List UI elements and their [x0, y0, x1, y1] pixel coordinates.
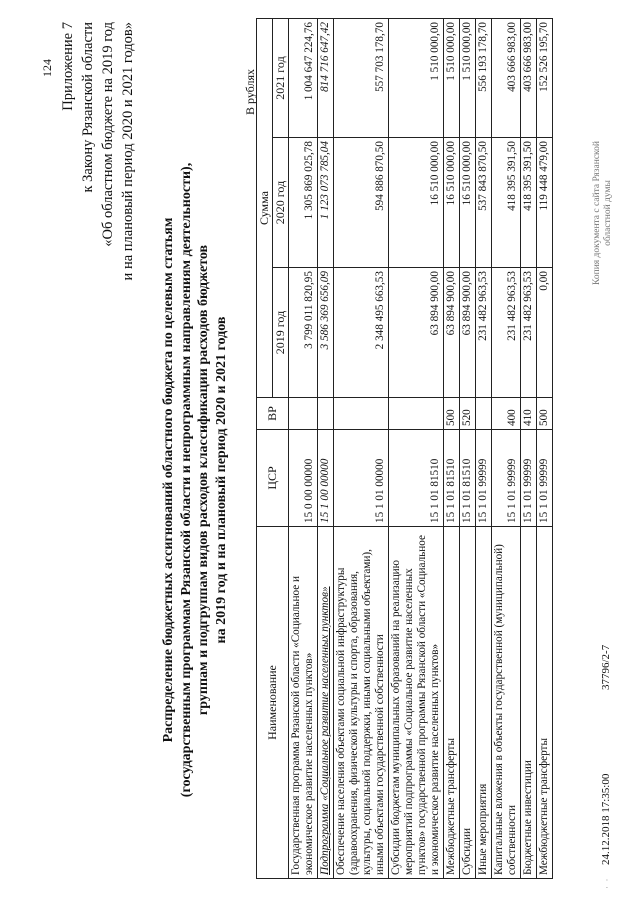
appendix-line: к Закону Рязанской области [80, 22, 96, 193]
margin-marks: · · [602, 878, 612, 889]
row-csr-cell: 15 1 01 99999 [521, 430, 537, 527]
table-row [460, 18, 476, 878]
row-name-cell: Иные мероприятия [476, 527, 492, 879]
footer-watermark-note [592, 141, 614, 285]
row-name-cell: Бюджетные инвестиции [521, 527, 537, 879]
row-name-cell: Подпрограмма «Социальное развитие населенных пунктов» [318, 527, 334, 879]
document-title [160, 95, 230, 865]
appendix-line: и на плановый период 2020 и 2021 годов» [120, 22, 136, 281]
footer-note-line: Копия документа с сайта Рязанской [592, 141, 602, 285]
row-2020-cell: 418 395 391,50 [521, 138, 537, 268]
row-2019-cell: 231 482 963,53 [492, 268, 521, 398]
row-name-cell: Субсидии [460, 527, 476, 879]
row-name-cell: Капитальные вложения в объекты государственной (муниципальной) собственности [492, 527, 521, 879]
row-vr-cell: 520 [460, 398, 476, 430]
row-csr-cell: 15 1 01 99999 [492, 430, 521, 527]
header-2020: 2020 год [273, 138, 289, 268]
row-2020-cell: 594 886 870,50 [334, 138, 389, 268]
row-vr-cell [476, 398, 492, 430]
header-vr: ВР [257, 398, 289, 430]
row-vr-cell [334, 398, 389, 430]
row-2021-cell: 556 193 178,70 [476, 18, 492, 137]
row-vr-cell [289, 398, 318, 430]
row-2021-cell: 152 526 195,70 [537, 18, 553, 137]
row-name-cell: Субсидии бюджетам муниципальных образований на реализацию мероприятий подпрограммы «Социальное развитие населенных пунктов» государственной программы Рязанской области «Социальное и экономическое развитие населенных пунктов» [389, 527, 444, 879]
row-2021-cell: 814 716 647,42 [318, 18, 334, 137]
table-row [444, 18, 460, 878]
row-csr-cell: 15 1 01 81510 [460, 430, 476, 527]
table-body [289, 18, 553, 878]
row-2019-cell: 2 348 495 663,53 [334, 268, 389, 398]
header-sum: Сумма [257, 18, 273, 397]
row-csr-cell: 15 1 01 99999 [537, 430, 553, 527]
row-2021-cell: 1 510 000,00 [389, 18, 444, 137]
row-csr-cell: 15 0 00 00000 [289, 430, 318, 527]
footer-code: 37796/2-7 [600, 644, 612, 690]
row-2020-cell: 418 395 391,50 [492, 138, 521, 268]
table-row [389, 18, 444, 878]
footer-note-line: областной думы [603, 180, 613, 246]
budget-table [256, 18, 553, 879]
row-vr-cell [389, 398, 444, 430]
title-line: группам и подгруппам видов расходов классификации расходов бюджетов [196, 244, 211, 716]
row-2020-cell: 16 510 000,00 [389, 138, 444, 268]
row-name-cell: Обеспечение населения объектами социальной инфраструктуры (здравоохранения, физической культуры и спорта, образования, культуры, социальной поддержки, иными социальными объектами), иными объектами государственной собственности [334, 527, 389, 879]
table-row [318, 18, 334, 878]
row-name-cell: Государственная программа Рязанской области «Социальное и экономическое развитие населенных пунктов» [289, 527, 318, 879]
row-2021-cell: 403 666 983,00 [492, 18, 521, 137]
appendix-header [58, 22, 138, 492]
footer-date: 24.12.2018 17:35:00 [600, 773, 612, 865]
header-csr: ЦСР [257, 430, 289, 527]
row-vr-cell: 500 [444, 398, 460, 430]
row-2020-cell: 16 510 000,00 [444, 138, 460, 268]
row-csr-cell: 15 1 00 00000 [318, 430, 334, 527]
row-2021-cell: 557 703 178,70 [334, 18, 389, 137]
row-2019-cell: 231 482 963,53 [476, 268, 492, 398]
header-name: Наименование [257, 527, 289, 879]
row-csr-cell: 15 1 01 00000 [334, 430, 389, 527]
table-row [334, 18, 389, 878]
row-2021-cell: 403 666 983,00 [521, 18, 537, 137]
row-2019-cell: 231 482 963,53 [521, 268, 537, 398]
row-vr-cell: 500 [537, 398, 553, 430]
header-2021: 2021 год [273, 18, 289, 137]
table-row [537, 18, 553, 878]
row-csr-cell: 15 1 01 99999 [476, 430, 492, 527]
row-name-cell: Межбюджетные трансферты [537, 527, 553, 879]
row-2021-cell: 1 510 000,00 [460, 18, 476, 137]
table-row [476, 18, 492, 878]
row-2021-cell: 1 510 000,00 [444, 18, 460, 137]
row-2019-cell: 0,00 [537, 268, 553, 398]
title-line: на 2019 год и на плановый период 2020 и 2021 годов [213, 316, 229, 644]
row-name-cell: Межбюджетные трансферты [444, 527, 460, 879]
row-csr-cell: 15 1 01 81510 [444, 430, 460, 527]
title-line: (государственным программам Рязанской области и непрограммным направлениям деятельности), [178, 162, 194, 798]
table-row [289, 18, 318, 878]
row-2020-cell: 119 448 479,00 [537, 138, 553, 268]
row-vr-cell [318, 398, 334, 430]
appendix-line: Приложение 7 [60, 22, 76, 111]
row-2019-cell: 63 894 900,00 [460, 268, 476, 398]
row-2020-cell: 16 510 000,00 [460, 138, 476, 268]
row-2020-cell: 1 305 869 025,78 [289, 138, 318, 268]
table-row [521, 18, 537, 878]
currency-note: В рублях [243, 68, 257, 115]
appendix-line: «Об областном бюджете на 2019 год [100, 22, 116, 247]
row-2020-cell: 1 123 073 785,04 [318, 138, 334, 268]
row-vr-cell: 400 [492, 398, 521, 430]
row-csr-cell: 15 1 01 81510 [389, 430, 444, 527]
row-2019-cell: 63 894 900,00 [389, 268, 444, 398]
header-2019: 2019 год [273, 268, 289, 398]
row-2019-cell: 3 586 369 656,09 [318, 268, 334, 398]
table-row [492, 18, 521, 878]
row-2020-cell: 537 843 870,50 [476, 138, 492, 268]
title-line: Распределение бюджетных ассигнований областного бюджета по целевым статьям [161, 217, 176, 743]
row-2021-cell: 1 004 647 224,76 [289, 18, 318, 137]
row-2019-cell: 3 799 011 820,95 [289, 268, 318, 398]
row-2019-cell: 63 894 900,00 [444, 268, 460, 398]
row-vr-cell: 410 [521, 398, 537, 430]
page-number: 124 [40, 59, 54, 77]
